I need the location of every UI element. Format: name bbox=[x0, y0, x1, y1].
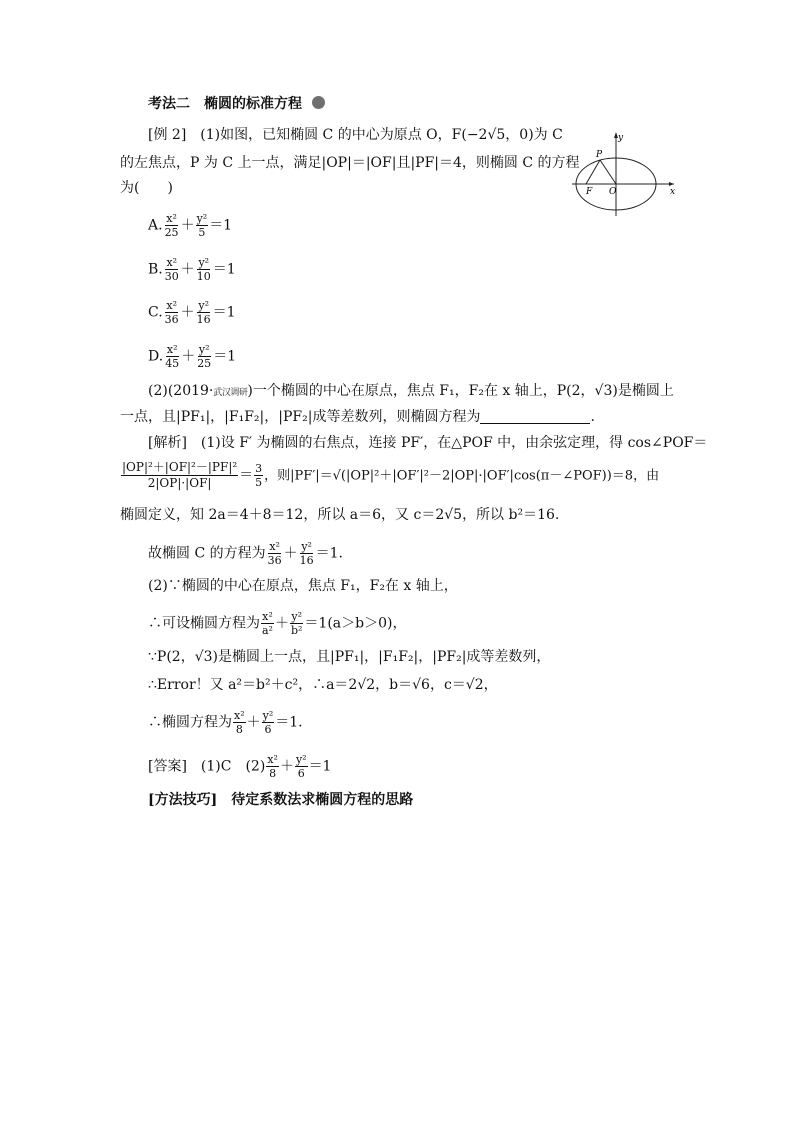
frac-den: 10 bbox=[196, 270, 211, 283]
frac bbox=[266, 753, 279, 780]
option-a-frac-1 bbox=[164, 212, 180, 239]
question-1-line-1: [例 2] (1)如图，已知椭圆 C 的中心为原点 O，F(−2√5，0)为 C bbox=[148, 127, 563, 143]
frac-den: 5 bbox=[198, 226, 206, 239]
frac-den: 25 bbox=[197, 357, 212, 370]
frac bbox=[295, 753, 308, 780]
frac-num: x² bbox=[269, 540, 280, 553]
option-c: C. $\frac{\text{x²}}{36}$ ＋ $\frac{\text{y²}}{16}$ ＝1 bbox=[148, 299, 236, 326]
option-b-frac-2 bbox=[196, 256, 212, 283]
point-p-label: P bbox=[596, 150, 603, 160]
analysis-line-5: (2)∵椭圆的中心在原点，焦点 F₁，F₂在 x 轴上， bbox=[148, 578, 458, 594]
frac-num: y² bbox=[196, 212, 208, 225]
frac-den: 30 bbox=[164, 270, 179, 283]
option-d-frac-2 bbox=[196, 343, 212, 370]
bullet-dot-icon bbox=[312, 96, 325, 109]
frac bbox=[299, 540, 315, 567]
question-1-line-2: 的左焦点，P 为 C 上一点，满足|OP|＝|OF|且|PF|＝4，则椭圆 C 的方程 bbox=[120, 155, 580, 171]
question-2-period: . bbox=[590, 409, 595, 425]
analysis-line-6-end: ＝1(a＞b＞0)， bbox=[304, 615, 407, 632]
frac-num: y² bbox=[291, 610, 302, 623]
frac-num: y² bbox=[262, 709, 274, 722]
section-heading-text: 考法二 椭圆的标准方程 bbox=[148, 96, 302, 112]
answer-end: ＝1 bbox=[308, 758, 332, 775]
analysis-line-3: 椭圆定义，知 2a＝4＋8＝12，所以 a＝6，又 c＝2√5，所以 b²＝16. bbox=[120, 507, 560, 523]
analysis-line-6: ∴可设椭圆方程为 $\frac{\text{x²}}{\text{a²}}$ ＋ $\frac{\text{y²}}{\text{b²}}$ ＝1(a＞b＞0)， bbox=[148, 610, 407, 637]
frac-den: 45 bbox=[165, 357, 180, 370]
frac-den: 36 bbox=[164, 313, 179, 326]
analysis-line-9-text: ∴椭圆方程为 bbox=[148, 714, 232, 731]
analysis-line-9-end: ＝1. bbox=[275, 714, 303, 731]
frac-den: 36 bbox=[267, 554, 282, 567]
analysis-line-1: [解析] (1)设 F′ 为椭圆的右焦点，连接 PF′，在△POF 中，由余弦定理，得 cos∠POF＝ bbox=[148, 435, 708, 451]
ellipse-figure bbox=[570, 128, 680, 220]
section-heading bbox=[148, 94, 325, 114]
option-d: D. $\frac{\text{x²}}{45}$ ＋ $\frac{\text{y²}}{25}$ ＝1 bbox=[148, 343, 237, 370]
option-c-rhs: ＝1 bbox=[212, 304, 236, 321]
question-2-text: )一个椭圆的中心在原点，焦点 F₁，F₂在 x 轴上，P(2，√3)是椭圆上 bbox=[247, 383, 674, 399]
frac-den: b² bbox=[290, 624, 303, 637]
frac-num: x² bbox=[166, 212, 177, 225]
option-a-frac-2 bbox=[196, 212, 209, 239]
option-a: A. $\frac{\text{x²}}{25}$ ＋ $\frac{\text{y²}}{5}$ ＝1 bbox=[148, 212, 233, 239]
option-b-letter: B. bbox=[148, 261, 163, 278]
question-1-line-3: 为( ) bbox=[120, 180, 173, 196]
y-axis-label: y bbox=[618, 133, 624, 143]
option-d-letter: D. bbox=[148, 348, 164, 365]
answer-blank bbox=[480, 409, 590, 424]
option-b-rhs: ＝1 bbox=[212, 261, 236, 278]
segment-po bbox=[600, 160, 616, 184]
frac-num: y² bbox=[198, 299, 209, 312]
frac-num: x² bbox=[166, 299, 177, 312]
frac-den: 8 bbox=[235, 723, 243, 736]
fraction-three-fifths bbox=[254, 462, 263, 489]
frac bbox=[261, 610, 274, 637]
frac bbox=[267, 540, 283, 567]
frac-num: x² bbox=[166, 256, 178, 269]
analysis-line-2 bbox=[120, 460, 659, 491]
frac-num: x² bbox=[267, 753, 278, 766]
x-axis-label: x bbox=[670, 187, 676, 197]
answer-label: [答案] (1)C (2) bbox=[148, 758, 266, 775]
frac-num: y² bbox=[198, 343, 210, 356]
answer-line: [答案] (1)C (2) $\frac{\text{x²}}{8}$ ＋ $\frac{\text{y²}}{6}$ ＝1 bbox=[148, 753, 332, 780]
cosine-fraction bbox=[121, 460, 238, 491]
frac-den: a² bbox=[262, 624, 273, 637]
option-c-letter: C. bbox=[148, 304, 163, 321]
question-2-line-1 bbox=[148, 381, 674, 403]
frac bbox=[290, 610, 303, 637]
frac-den: 6 bbox=[264, 723, 272, 736]
question-2-source-stamp: 武汉调研 bbox=[213, 388, 248, 398]
frac-num: 3 bbox=[255, 462, 263, 475]
frac-num: y² bbox=[295, 753, 307, 766]
frac-num: x² bbox=[234, 709, 245, 722]
option-b-frac-1 bbox=[164, 256, 180, 283]
analysis-line-7: ∵P(2，√3)是椭圆上一点，且|PF₁|，|F₁F₂|，|PF₂|成等差数列， bbox=[148, 649, 551, 665]
option-b: B. $\frac{\text{x²}}{30}$ ＋ $\frac{\text{y²}}{10}$ ＝1 bbox=[148, 256, 236, 283]
equals-sign: ＝ bbox=[239, 467, 254, 484]
frac-den: 8 bbox=[269, 767, 277, 780]
x-axis-arrow-icon bbox=[669, 182, 674, 186]
segment-pf bbox=[586, 160, 600, 184]
analysis-line-8: ∴Error！又 a²＝b²＋c²，∴a＝2√2，b＝√6，c＝√2， bbox=[148, 677, 498, 693]
option-d-rhs: ＝1 bbox=[213, 348, 237, 365]
frac-den: 25 bbox=[164, 226, 179, 239]
analysis-line-2-text: ，则|PF′|＝√(|OP|²＋|OF′|²－2|OP|·|OF′|cos(π－∠POF))＝8，由 bbox=[264, 468, 660, 484]
question-2-line-2 bbox=[120, 407, 595, 427]
question-2-source-pre: (2)(2019· bbox=[148, 383, 214, 399]
frac-num: y² bbox=[301, 540, 312, 553]
frac bbox=[262, 709, 275, 736]
question-2-text-2: 一点，且|PF₁|，|F₁F₂|，|PF₂|成等差数列，则椭圆方程为 bbox=[120, 409, 481, 425]
analysis-line-6-text: ∴可设椭圆方程为 bbox=[148, 615, 260, 632]
frac-den: 2|OP|·|OF| bbox=[147, 476, 212, 490]
method-tip: [方法技巧] 待定系数法求椭圆方程的思路 bbox=[148, 792, 414, 808]
frac-den: 16 bbox=[299, 554, 314, 567]
option-a-rhs: ＝1 bbox=[209, 217, 233, 234]
frac bbox=[233, 709, 246, 736]
point-f-label: F bbox=[586, 187, 593, 197]
point-o-label: O bbox=[609, 187, 617, 197]
option-d-frac-1 bbox=[164, 343, 180, 370]
frac-num: x² bbox=[166, 343, 178, 356]
analysis-line-9: ∴椭圆方程为 $\frac{\text{x²}}{8}$ ＋ $\frac{\text{y²}}{6}$ ＝1. bbox=[148, 709, 303, 736]
frac-den: 5 bbox=[255, 476, 263, 489]
frac-den: 6 bbox=[297, 767, 305, 780]
option-a-letter: A. bbox=[148, 217, 163, 234]
analysis-line-4-end: ＝1. bbox=[315, 545, 343, 562]
frac-num: y² bbox=[198, 256, 210, 269]
frac-num: |OP|²＋|OF|²－|PF|² bbox=[122, 460, 238, 474]
analysis-line-4: 故椭圆 C 的方程为 $\frac{\text{x²}}{36}$ ＋ $\frac{\text{y²}}{16}$ ＝1. bbox=[148, 540, 343, 567]
option-c-frac-2 bbox=[196, 299, 212, 326]
frac-den: 16 bbox=[196, 313, 211, 326]
option-c-frac-1 bbox=[164, 299, 180, 326]
analysis-line-4-text: 故椭圆 C 的方程为 bbox=[148, 545, 266, 562]
frac-num: x² bbox=[262, 610, 273, 623]
